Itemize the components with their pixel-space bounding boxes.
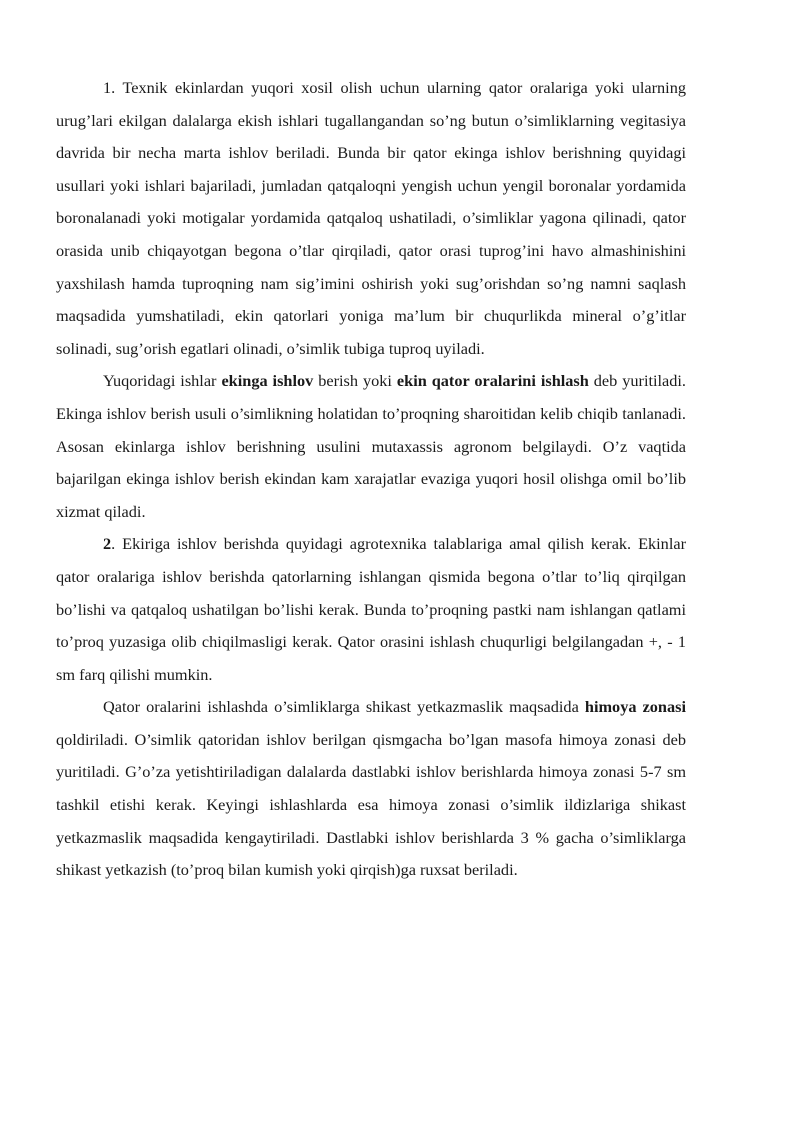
term-himoya-zonasi: himoya zonasi — [584, 697, 686, 717]
paragraph-3-text: . Ekiriga ishlov berishda quyidagi agrotexnika talablariga amal qilish kerak. Ekinlar qator oralariga ishlov berishda qatorlarning ishlangan qismida begona o’tlar to’liq qirqilgan bo’lishi va qatqaloq ushatilgan bo’lishi kerak. Bunda to’proqning pastki nam ishlangan qatlami to’proq yuzasiga olib chiqilmasligi kerak. Qator orasini ishlash chuqurligi belgilangadan +, - 1 sm farq qilishi mumkin. — [56, 534, 686, 684]
paragraph-2-lead: Yuqoridagi ishlar — [103, 371, 222, 391]
paragraph-2-mid: berish yoki — [313, 371, 397, 391]
paragraph-4 — [56, 691, 686, 887]
document-page — [56, 72, 686, 887]
paragraph-3 — [56, 528, 686, 691]
paragraph-2-rest: deb yuritiladi. Ekinga ishlov berish usuli o’simlikning holatidan to’proqning sharoitidan kelib chiqib tanlanadi. Asosan ekinlarga ishlov berishning usulini mutaxassis agronom belgilaydi. O’z vaqtida bajarilgan ekinga ishlov berish ekindan kam xarajatlar evaziga yuqori hosil olishga omil bo’lib xizmat qiladi. — [56, 371, 686, 521]
section-number-2: 2 — [103, 534, 112, 554]
paragraph-4-rest: qoldiriladi. O’simlik qatoridan ishlov berilgan qismgacha bo’lgan masofa himoya zonasi deb yuritiladi. G’o’za yetishtiriladigan dalalarda dastlabki ishlov berishlarda himoya zonasi 5-7 sm tashkil etishi kerak. Keyingi ishlashlarda esa himoya zonasi o’simlik ildizlariga shikast yetkazmaslik maqsadida kengaytiriladi. Dastlabki ishlov berishlarda 3 % gacha o’simliklarga shikast yetkazish (to’proq bilan kumish yoki qirqish)ga ruxsat beriladi. — [56, 729, 686, 880]
term-qator-oralarini-ishlash: ekin qator oralarini ishlash — [396, 371, 589, 391]
paragraph-1 — [56, 72, 686, 365]
term-ekinga-ishlov: ekinga ishlov — [221, 371, 314, 391]
paragraph-4-lead: Qator oralarini ishlashda o’simliklarga shikast yetkazmaslik maqsadida — [103, 697, 585, 717]
paragraph-2 — [56, 365, 686, 528]
paragraph-1-text: 1. Texnik ekinlardan yuqori xosil olish uchun ularning qator oralariga yoki ularning urug’lari ekilgan dalalarga ekish ishlari tugallangandan so’ng butun o’simliklarning vegitasiya davrida bir necha marta ishlov beriladi. Bunda bir qator ekinga ishlov berishning quyidagi usullari yoki ishlari bajariladi, jumladan qatqaloqni yengish uchun yengil boronalar yordamida boronalanadi yoki motigalar yordamida qatqaloq ushatiladi, o’simliklar yagona qilinadi, qator orasida unib chiqayotgan begona o’tlar qirqiladi, qator orasi tuprog’ini havo almashinishini yaxshilash hamda tuproqning nam sig’imini oshirish yoki sug’orishdan so’ng namni saqlash maqsadida yumshatiladi, ekin qatorlari yoniga ma’lum bir chuqurlikda mineral o’g’itlar solinadi, sug’orish egatlari olinadi, o’simlik tubiga tuproq uyiladi. — [56, 78, 686, 358]
